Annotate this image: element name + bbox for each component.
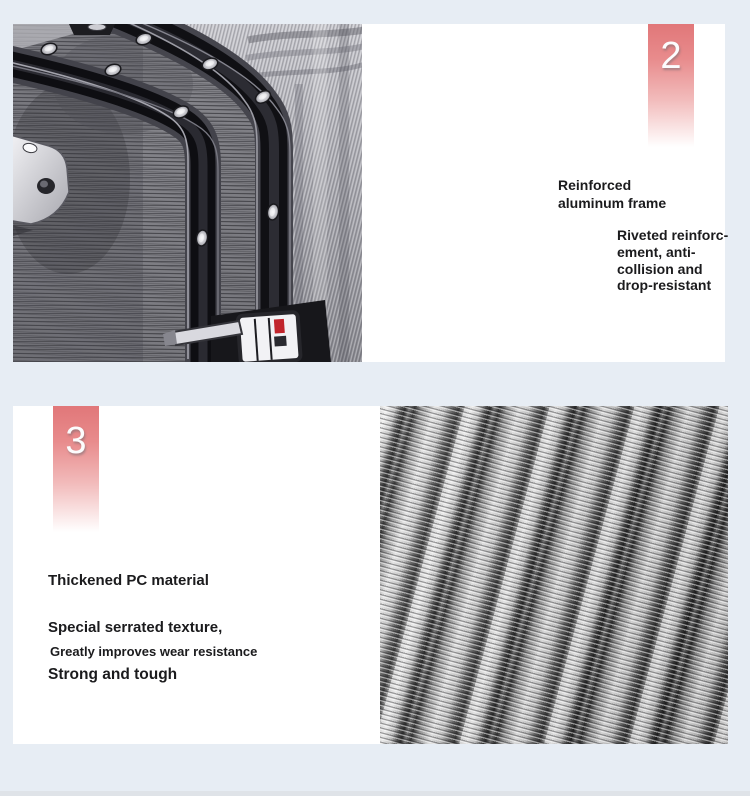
feature-3-subtitle: Special serrated texture, bbox=[48, 619, 223, 636]
feature-2-title-line-2: aluminum frame bbox=[558, 194, 667, 211]
handle-nub bbox=[69, 24, 115, 35]
feature-2-description-line-3: collision and bbox=[617, 260, 703, 277]
feature-2-description-line-4: drop-resistant bbox=[617, 277, 712, 294]
feature-2-title bbox=[558, 177, 666, 212]
feature-2-title-line-1: Reinforced bbox=[558, 177, 632, 193]
feature-2-description-line-1: Riveted reinforc- bbox=[617, 227, 729, 243]
page-bottom-strip bbox=[0, 791, 750, 796]
serrated-texture-photo bbox=[380, 406, 728, 744]
feature-2-description bbox=[617, 227, 728, 294]
feature-3-tagline: Strong and tough bbox=[48, 666, 178, 683]
feature-3-detail: Greatly improves wear resistance bbox=[50, 644, 258, 659]
feature-3-number-badge bbox=[53, 406, 99, 532]
feature-3-number: 3 bbox=[65, 420, 87, 462]
feature-2-number: 2 bbox=[660, 35, 682, 77]
feature-2-number-badge bbox=[648, 24, 694, 147]
feature-2-description-line-2: ement, anti- bbox=[617, 243, 696, 260]
aluminum-frame-photo bbox=[13, 24, 362, 362]
feature-3-title: Thickened PC material bbox=[48, 572, 209, 589]
